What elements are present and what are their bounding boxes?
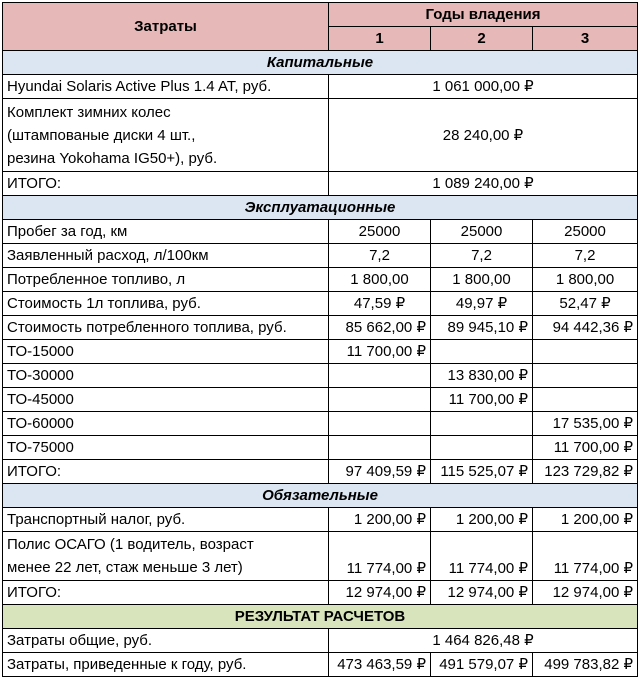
row-value-3: 11 774,00 ₽ <box>533 532 638 581</box>
row-label <box>3 532 329 581</box>
row-value: 28 240,00 ₽ <box>329 99 638 172</box>
table-row <box>3 653 638 677</box>
table-row <box>3 244 638 268</box>
row-value-3: 52,47 ₽ <box>533 292 638 316</box>
section-result <box>3 605 638 629</box>
header-year-3: 3 <box>533 27 638 51</box>
table-row <box>3 364 638 388</box>
row-label: Потребленное топливо, л <box>3 268 329 292</box>
header-year-2: 2 <box>431 27 533 51</box>
wheels-label-line-3: резина Yokohama IG50+), руб. <box>7 149 218 167</box>
row-label: ИТОГО: <box>3 460 329 484</box>
row-label: ТО-75000 <box>3 436 329 460</box>
row-value-3 <box>533 340 638 364</box>
section-result-title: РЕЗУЛЬТАТ РАСЧЕТОВ <box>3 605 638 629</box>
row-value: 1 089 240,00 ₽ <box>329 172 638 196</box>
section-operating-title: Эксплуатационные <box>3 196 638 220</box>
row-value-1: 11 774,00 ₽ <box>329 532 431 581</box>
cost-table <box>2 2 638 677</box>
row-value: 1 061 000,00 ₽ <box>329 75 638 99</box>
row-value-1: 473 463,59 ₽ <box>329 653 431 677</box>
row-label: Затраты, приведенные к году, руб. <box>3 653 329 677</box>
table-row <box>3 581 638 605</box>
row-value-3: 94 442,36 ₽ <box>533 316 638 340</box>
row-value-2: 11 700,00 ₽ <box>431 388 533 412</box>
row-label: ТО-30000 <box>3 364 329 388</box>
table-row <box>3 508 638 532</box>
row-value-3: 123 729,82 ₽ <box>533 460 638 484</box>
row-label: ТО-60000 <box>3 412 329 436</box>
row-value-3: 7,2 <box>533 244 638 268</box>
table-row <box>3 268 638 292</box>
row-value-1: 1 200,00 ₽ <box>329 508 431 532</box>
wheels-label-line-1: Комплект зимних колес <box>7 103 171 121</box>
row-value-3 <box>533 364 638 388</box>
table-row <box>3 340 638 364</box>
row-value: 1 464 826,48 ₽ <box>329 629 638 653</box>
row-label: Транспортный налог, руб. <box>3 508 329 532</box>
table-row <box>3 316 638 340</box>
row-label: Пробег за год, км <box>3 220 329 244</box>
row-label: Заявленный расход, л/100км <box>3 244 329 268</box>
row-value-2: 13 830,00 ₽ <box>431 364 533 388</box>
row-value-2 <box>431 436 533 460</box>
row-value-1 <box>329 364 431 388</box>
osago-label-line-1: Полис ОСАГО (1 водитель, возраст <box>7 536 254 553</box>
table-row <box>3 220 638 244</box>
row-value-1: 97 409,59 ₽ <box>329 460 431 484</box>
row-value-2: 89 945,10 ₽ <box>431 316 533 340</box>
row-label: Стоимость потребленного топлива, руб. <box>3 316 329 340</box>
section-capital-title: Капитальные <box>3 51 638 75</box>
row-value-2 <box>431 340 533 364</box>
row-value-2: 12 974,00 ₽ <box>431 581 533 605</box>
row-label: ИТОГО: <box>3 581 329 605</box>
table-row <box>3 292 638 316</box>
row-value-3: 1 800,00 <box>533 268 638 292</box>
table-row <box>3 99 638 172</box>
section-mandatory-title: Обязательные <box>3 484 638 508</box>
row-value-1 <box>329 388 431 412</box>
row-value-3 <box>533 388 638 412</box>
table-row <box>3 436 638 460</box>
table-row <box>3 629 638 653</box>
row-value-1 <box>329 412 431 436</box>
row-value-1: 1 800,00 <box>329 268 431 292</box>
row-value-1: 11 700,00 ₽ <box>329 340 431 364</box>
row-label <box>3 99 329 172</box>
row-label: ТО-45000 <box>3 388 329 412</box>
row-value-1: 47,59 ₽ <box>329 292 431 316</box>
row-value-2: 1 200,00 ₽ <box>431 508 533 532</box>
table-row <box>3 172 638 196</box>
row-value-2: 1 800,00 <box>431 268 533 292</box>
row-label: Стоимость 1л топлива, руб. <box>3 292 329 316</box>
row-value-3: 12 974,00 ₽ <box>533 581 638 605</box>
row-value-2: 7,2 <box>431 244 533 268</box>
row-value-1: 85 662,00 ₽ <box>329 316 431 340</box>
row-label: Затраты общие, руб. <box>3 629 329 653</box>
table-row <box>3 75 638 99</box>
row-label: ИТОГО: <box>3 172 329 196</box>
table-row <box>3 412 638 436</box>
row-value-2: 115 525,07 ₽ <box>431 460 533 484</box>
header-row <box>3 3 638 27</box>
table-row <box>3 460 638 484</box>
row-value-3: 1 200,00 ₽ <box>533 508 638 532</box>
row-value-3: 17 535,00 ₽ <box>533 412 638 436</box>
section-mandatory <box>3 484 638 508</box>
row-value-2: 25000 <box>431 220 533 244</box>
row-value-1: 25000 <box>329 220 431 244</box>
row-value-1: 7,2 <box>329 244 431 268</box>
row-value-3: 499 783,82 ₽ <box>533 653 638 677</box>
row-label: ТО-15000 <box>3 340 329 364</box>
row-value-2: 49,97 ₽ <box>431 292 533 316</box>
row-value-1: 12 974,00 ₽ <box>329 581 431 605</box>
row-value-3: 25000 <box>533 220 638 244</box>
wheels-label-line-2: (штампованые диски 4 шт., <box>7 126 196 144</box>
row-value-1 <box>329 436 431 460</box>
table-row <box>3 532 638 581</box>
row-value-2: 11 774,00 ₽ <box>431 532 533 581</box>
header-years: Годы владения <box>329 3 638 27</box>
row-value-2 <box>431 412 533 436</box>
header-costs: Затраты <box>3 3 329 51</box>
section-capital <box>3 51 638 75</box>
row-value-3: 11 700,00 ₽ <box>533 436 638 460</box>
row-value-2: 491 579,07 ₽ <box>431 653 533 677</box>
table-row <box>3 388 638 412</box>
osago-label-line-2: менее 22 лет, стаж меньше 3 лет) <box>7 559 243 576</box>
header-year-1: 1 <box>329 27 431 51</box>
row-label: Hyundai Solaris Active Plus 1.4 AT, руб. <box>3 75 329 99</box>
section-operating <box>3 196 638 220</box>
